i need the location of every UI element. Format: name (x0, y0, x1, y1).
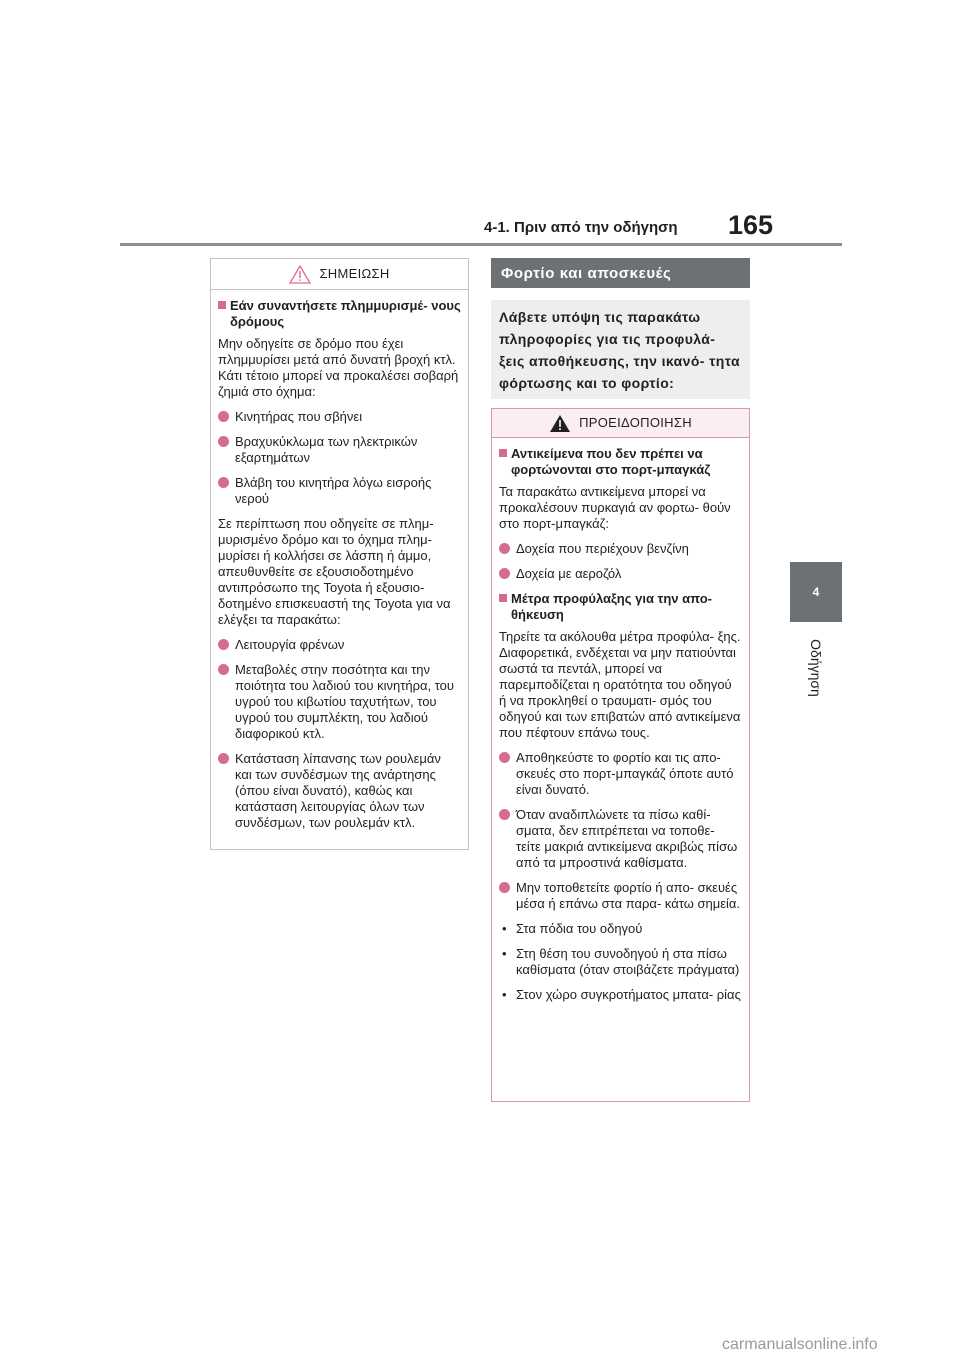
watermark: carmanualsonline.info (722, 1336, 878, 1353)
note-box-header (211, 259, 468, 290)
section-intro: Λάβετε υπόψη τις παρακάτω πληροφορίες για τις προφυλά- ξεις αποθήκευσης, την ικανό- τητα φόρτωσης και το φορτίο: (491, 300, 750, 399)
list-item: Όταν αναδιπλώνετε τα πίσω καθί- σματα, δεν επιτρέπεται να τοποθε- τείτε μακριά αντικείμενα ακριβώς πίσω από τα μπροστινά καθίσματα. (499, 807, 742, 871)
warning-heading-2: Μέτρα προφύλαξης για την απο- θήκευση (499, 591, 742, 623)
sub-bullet: • Στη θέση του συνοδηγού ή στα πίσω καθίσματα (όταν στοιβάζετε πράγματα) (499, 946, 742, 978)
note-paragraph-1: Μην οδηγείτε σε δρόμο που έχει πλημμυρίσει μετά από δυνατή βροχή κτλ. Κάτι τέτοιο μπορεί να προκαλέσει σοβαρή ζημιά στο όχημα: (218, 336, 459, 399)
list-item: Μεταβολές στην ποσότητα και την ποιότητα του λαδιού του κινητήρα, του υγρού του κιβωτίου ταχυτήτων, του υγρού του συμπλέκτη, του λαδιού διαφορικού κτλ. (218, 662, 461, 742)
list-item: Λειτουργία φρένων (218, 637, 461, 653)
chapter-tab (790, 562, 842, 622)
note-heading: Εάν συναντήσετε πλημμυρισμέ- νους δρόμους (218, 298, 461, 330)
note-paragraph-2: Σε περίπτωση που οδηγείτε σε πλημ- μυρισμένο δρόμο και το όχημα πλημ- μυρίσει ή κολλήσει σε λάσπη ή άμμο, απευθυνθείτε σε εξουσιοδοτημένο αντιπρόσωπο της Toyota ή εξουσιο- δοτημένο επισκευαστή της Toyota για να ελέγξει τα παρακάτω: (218, 516, 451, 627)
list-item: Μην τοποθετείτε φορτίο ή απο- σκευές μέσα ή επάνω στα παρα- κάτω σημεία. (499, 880, 742, 912)
running-header: 4-1. Πριν από την οδήγηση (484, 219, 678, 236)
list-item: Δοχεία που περιέχουν βενζίνη (499, 541, 742, 557)
chapter-label-text: Οδήγηση (808, 639, 824, 697)
list-item: Βλάβη του κινητήρα λόγω εισροής νερού (218, 475, 461, 507)
chapter-number: 4 (812, 585, 820, 599)
list-item: Δοχεία με αεροζόλ (499, 566, 742, 582)
warning-heading-1: Αντικείμενα που δεν πρέπει να φορτώνονται στο πορτ-μπαγκάζ (499, 446, 742, 478)
list-item: Βραχυκύκλωμα των ηλεκτρικών εξαρτημάτων (218, 434, 461, 466)
chapter-label (790, 628, 842, 708)
note-title: ΣΗΜΕΙΩΣΗ (319, 266, 390, 281)
warning-box (491, 408, 750, 1102)
list-item: Κινητήρας που σβήνει (218, 409, 461, 425)
warning-title: ΠΡΟΕΙΔΟΠΟΙΗΣΗ (579, 415, 692, 430)
list-item: Αποθηκεύστε το φορτίο και τις απο- σκευές στο πορτ-μπαγκάζ όποτε αυτό είναι δυνατό. (499, 750, 742, 798)
warning-paragraph-2b: Διαφορετικά, ενδέχεται να μην πατιούνται σωστά τα πεντάλ, μπορεί να παρεμποδίζεται η ορατότητα του οδηγού ή να προκληθεί ο τραυματι- σμός του οδηγού και των επιβατών από αντικείμενα που πέφτουν επάνω τους. (499, 645, 741, 740)
warning-filled-icon (549, 414, 571, 433)
note-box (210, 258, 469, 850)
warning-box-header (492, 409, 749, 438)
note-body (211, 290, 468, 831)
sub-bullet: • Στα πόδια του οδηγού (499, 921, 742, 937)
list-item: Κατάσταση λίπανσης των ρουλεμάν και των συνδέσμων της ανάρτησης (όπου είναι δυνατό), καθώς και κατάσταση λειτουργίας όλων των συνδέσμων, των ρουλεμάν κτλ. (218, 751, 461, 831)
warning-paragraph-2a: Τηρείτε τα ακόλουθα μέτρα προφύλα- ξης. (499, 629, 741, 644)
warning-body (492, 438, 749, 1003)
sub-bullet: • Στον χώρο συγκροτήματος μπατα- ρίας (499, 987, 742, 1003)
warning-paragraph-1: Τα παρακάτω αντικείμενα μπορεί να προκαλέσουν πυρκαγιά αν φορτω- θούν στο πορτ-μπαγκάζ: (499, 484, 731, 531)
page-number: 165 (728, 210, 774, 240)
header-rule (120, 243, 842, 246)
caution-outline-icon (289, 265, 311, 284)
section-title: Φορτίο και αποσκευές (491, 258, 750, 288)
